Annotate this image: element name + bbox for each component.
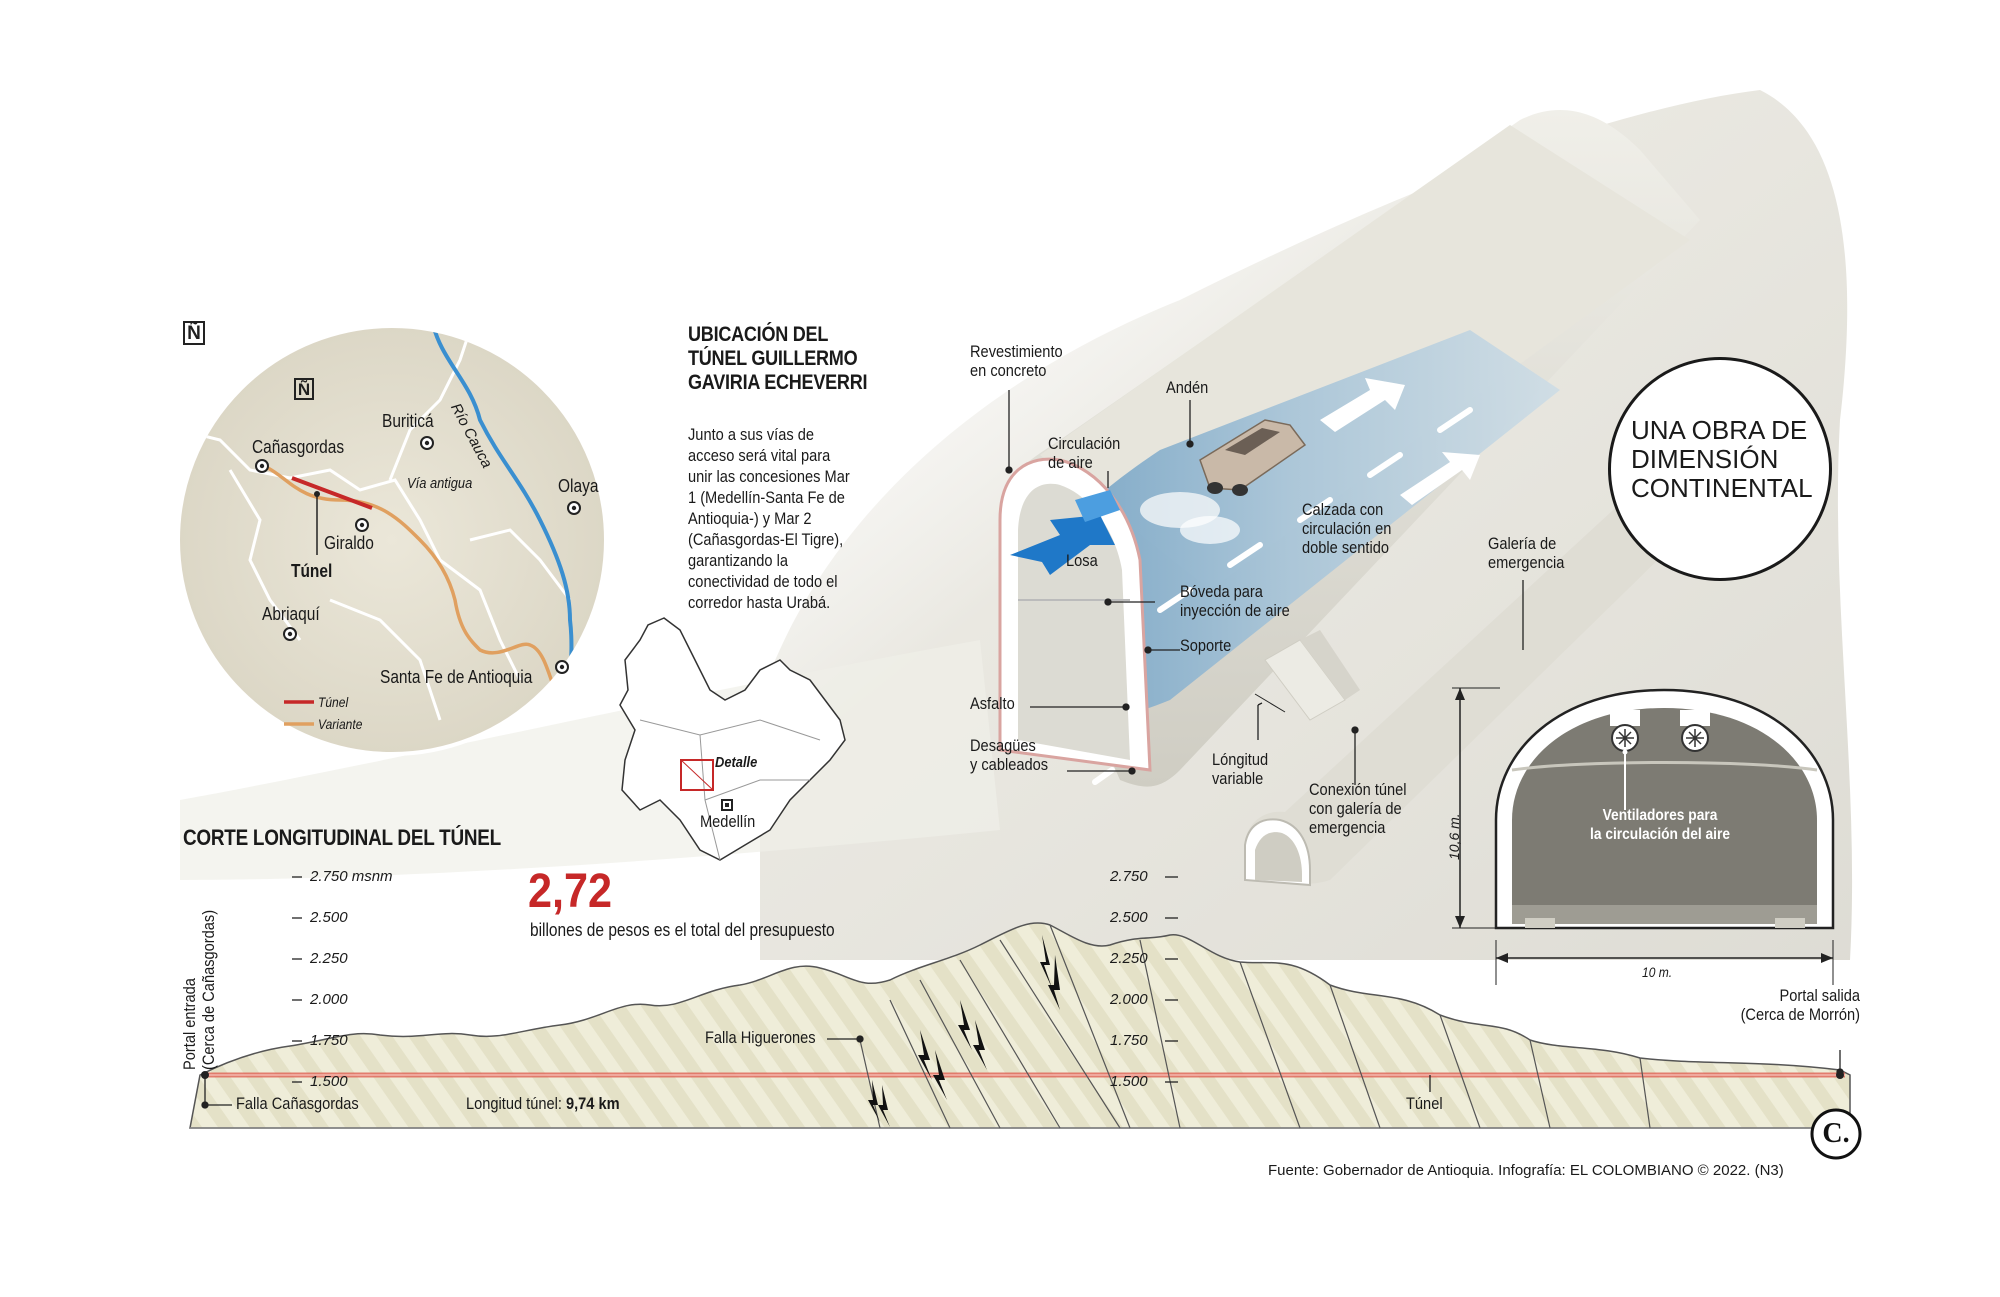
label-revestimiento: Revestimiento en concreto	[970, 342, 1063, 380]
tick-left: 2.500	[310, 909, 348, 926]
label-ventiladores: Ventiladores para la circulación del aire	[1590, 807, 1730, 843]
inset-detalle-label: Detalle	[715, 754, 758, 771]
label-soporte: Soporte	[1180, 636, 1232, 655]
falla-higuerones-label: Falla Higuerones	[705, 1028, 816, 1047]
ubicacion-body-line: Junto a sus vías de	[688, 425, 814, 444]
budget-value: 2,72	[528, 865, 613, 918]
label-conexion: Conexión túnel con galería de emergencia	[1309, 780, 1407, 837]
label-galeria: Galería de emergencia	[1488, 534, 1565, 572]
label-anden: Andén	[1166, 378, 1209, 397]
ubicacion-title	[688, 323, 896, 395]
label-calzada: Calzada con circulación en doble sentido	[1302, 500, 1392, 557]
ubicacion-title-line: UBICACIÓN DEL	[688, 323, 829, 346]
ubicacion-title-line: GAVIRIA ECHEVERRI	[688, 371, 868, 394]
label-desagues: Desagües y cableados	[970, 736, 1049, 774]
tick-right: 1.500	[1110, 1073, 1148, 1090]
label-circulacion-aire: Circulación de aire	[1048, 434, 1121, 472]
ubicacion-body-line: unir las concesiones Mar	[688, 467, 850, 486]
ubicacion-body-line: corredor hasta Urabá.	[688, 593, 831, 612]
ubicacion-body-line: Antioquia-) y Mar 2	[688, 509, 812, 528]
map-place-giraldo: Giraldo	[324, 533, 374, 553]
ubicacion-body	[688, 424, 876, 613]
tick-left: 1.750	[310, 1032, 348, 1049]
falla-canasgordas-label: Falla Cañasgordas	[236, 1094, 359, 1113]
ubicacion-body-line: (Cañasgordas-El Tigre),	[688, 530, 844, 549]
ubicacion-body-line: 1 (Medellín-Santa Fe de	[688, 488, 845, 507]
ubicacion-body-line: garantizando la	[688, 551, 788, 570]
ubicacion-title-line: TÚNEL GUILLERMO	[688, 347, 858, 370]
label-asfalto: Asfalto	[970, 694, 1015, 713]
portal-salida-line: (Cerca de Morrón)	[1740, 1005, 1860, 1024]
map-place-canasgordas: Cañasgordas	[252, 437, 345, 457]
map-legend-tunel: Túnel	[318, 694, 349, 710]
tick-right: 2.750	[1110, 868, 1148, 885]
obra-title-circle	[1608, 357, 1832, 581]
obra-title-text: UNA OBRA DE DIMENSIÓN CONTINENTAL	[1631, 415, 1813, 503]
map-river-label: Río Cauca	[447, 400, 496, 472]
portal-entrada-line: Portal entrada	[180, 978, 199, 1070]
map-place-abriaqui: Abriaquí	[262, 604, 320, 624]
label-losa: Losa	[1066, 551, 1098, 570]
portal-entrada-line: (Cerca de Cañasgordas)	[199, 909, 218, 1070]
ubicacion-body-line: conectividad de todo el	[688, 572, 838, 591]
map-north-icon: Ñ	[294, 378, 314, 400]
ubicacion-body-line: acceso será vital para	[688, 446, 831, 465]
map-legend-variante: Variante	[318, 716, 363, 732]
longitud-tunel-prefix: Longitud túnel:	[466, 1094, 566, 1113]
logo-letter: C.	[1822, 1118, 1850, 1149]
source-credit: Fuente: Gobernador de Antioquia. Infografía: EL COLOMBIANO © 2022. (N3)	[1268, 1162, 1784, 1179]
portal-salida-label	[1710, 986, 1860, 1024]
label-width: 10 m.	[1642, 964, 1673, 980]
longitud-tunel-label	[466, 1094, 620, 1113]
map-place-buritica: Buriticá	[382, 411, 434, 431]
north-icon: Ñ	[183, 321, 205, 345]
inset-medellin-label: Medellín	[700, 812, 756, 831]
tick-left: 2.000	[310, 991, 348, 1008]
tick-left: 1.500	[310, 1073, 348, 1090]
label-height: 10,6 m.	[1446, 813, 1462, 860]
corte-title: CORTE LONGITUDINAL DEL TÚNEL	[183, 825, 501, 850]
portal-entrada-label	[180, 830, 218, 1070]
tick-left: 2.250	[310, 950, 348, 967]
tick-right: 2.250	[1110, 950, 1148, 967]
location-map	[178, 320, 606, 760]
longitud-tunel-value: 9,74 km	[565, 1094, 620, 1113]
tick-right: 2.000	[1110, 991, 1148, 1008]
tick-right: 1.750	[1110, 1032, 1148, 1049]
budget-text: billones de pesos es el total del presupuesto	[530, 920, 835, 940]
tick-left: 2.750 msnm	[310, 868, 393, 885]
tick-right: 2.500	[1110, 909, 1148, 926]
map-via-label: Vía antigua	[407, 475, 473, 492]
map-place-tunel: Túnel	[291, 561, 333, 581]
label-boveda: Bóveda para inyección de aire	[1180, 582, 1290, 620]
map-place-olaya: Olaya	[558, 476, 599, 496]
profile-tunel-label: Túnel	[1406, 1094, 1443, 1113]
map-place-santafe: Santa Fe de Antioquia	[380, 667, 533, 687]
portal-salida-line: Portal salida	[1779, 986, 1860, 1005]
label-longitud: Lóngitud variable	[1212, 750, 1269, 788]
